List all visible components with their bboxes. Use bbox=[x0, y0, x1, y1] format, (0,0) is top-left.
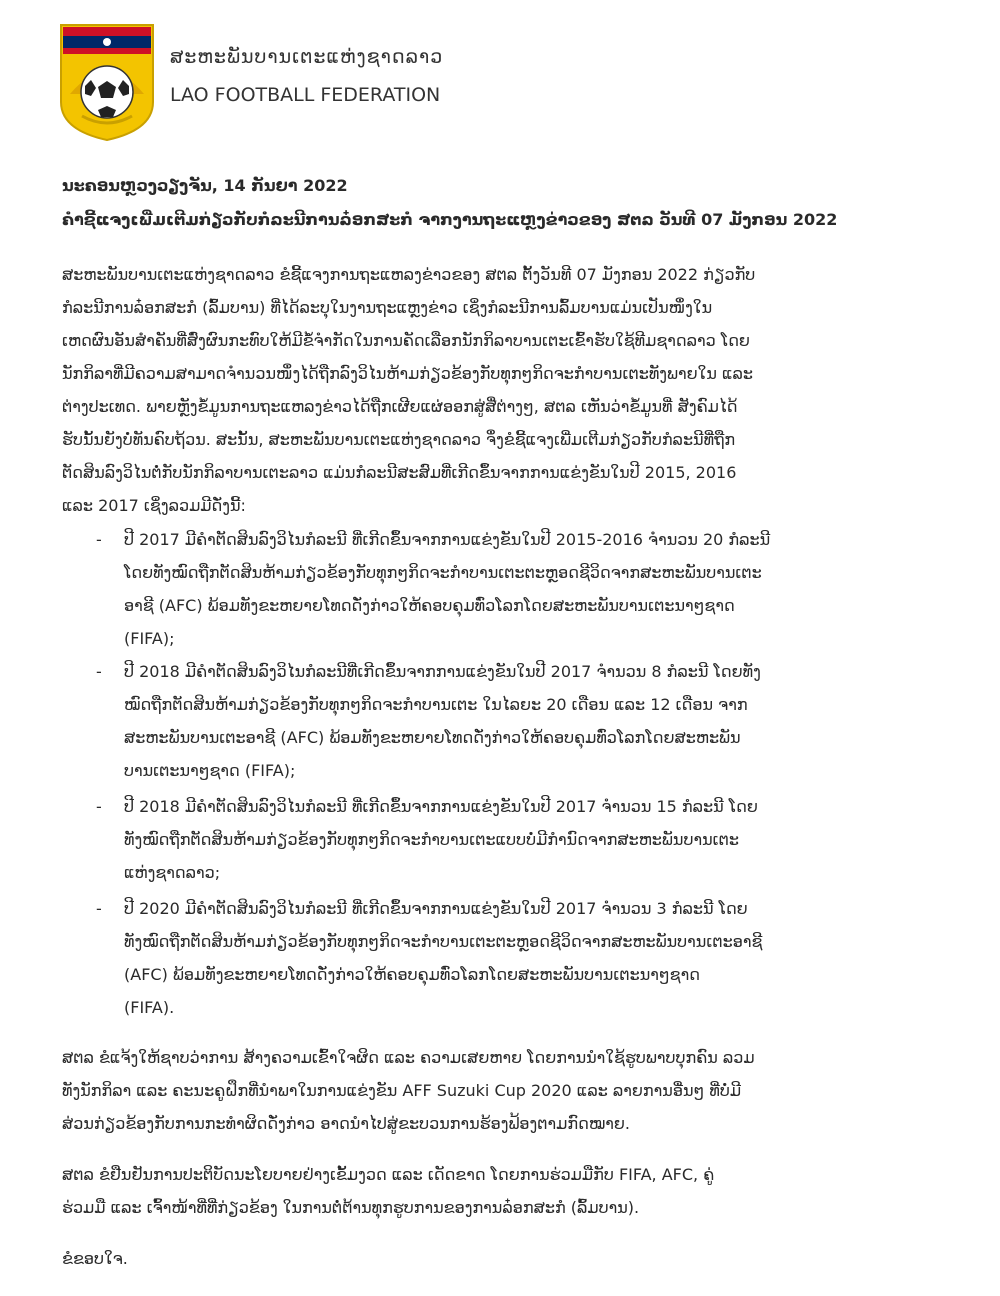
dateline: ນະຄອນຫຼວງວຽງຈັນ, 14 ກັນຍາ 2022 bbox=[62, 176, 348, 195]
bullet-line: ທັງໝົດຖືກຕັດສິນຫ້າມກ່ຽວຂ້ອງກັບທຸກໆກິດຈະກຳບານເຕະແບບບໍ່ມີກຳນົດຈາກສະຫະພັນບານເຕະ bbox=[124, 830, 739, 849]
bullet-line: ປີ 2018 ມີຄຳຕັດສິນລົງວິໄນກໍລະນີທີ່ເກີດຂຶ້ນຈາກການແຂ່ງຂັນໃນປີ 2017 ຈຳນວນ 8 ກໍລະນີ ໂດຍທັງ bbox=[124, 662, 761, 681]
intro-line: ແລະ 2017 ເຊິ່ງລວມມີດັ່ງນີ້: bbox=[62, 496, 246, 515]
bullet-line: (FIFA); bbox=[124, 629, 175, 648]
bullet-line: ປີ 2018 ມີຄຳຕັດສິນລົງວິໄນກໍລະນີ ທີ່ເກີດຂຶ້ນຈາກການແຂ່ງຂັນໃນປີ 2017 ຈຳນວນ 15 ກໍລະນີ ໂດຍ bbox=[124, 797, 758, 816]
bullet-line: ໝົດຖືກຕັດສິນຫ້າມກ່ຽວຂ້ອງກັບທຸກໆກິດຈະກຳບານເຕະ ໃນໄລຍະ 20 ເດືອນ ແລະ 12 ເດືອນ ຈາກ bbox=[124, 695, 748, 714]
bullet-line: ບານເຕະນາໆຊາດ (FIFA); bbox=[124, 761, 296, 780]
bullet-marker: - bbox=[96, 530, 102, 549]
bullet-line: (FIFA). bbox=[124, 998, 175, 1017]
bullet-line: ສະຫະພັນບານເຕະອາຊີ (AFC) ພ້ອມທັງຂະຫຍາຍໂທດດັ່ງກ່າວໃຫ້ຄອບຄຸມທົ່ວໂລກໂດຍສະຫະພັນ bbox=[124, 728, 741, 747]
intro-line: ຮັບນັ້ນຍັງບໍ່ທັນຄົບຖ້ວນ. ສະນັ້ນ, ສະຫະພັນບານເຕະແຫ່ງຊາດລາວ ຈຶ່ງຂໍຊີ້ແຈງເພີ່ມເຕີມກ່ຽວກັບກໍລະນີທີ່ຖືກ bbox=[62, 430, 736, 449]
bullet-line: ແຫ່ງຊາດລາວ; bbox=[124, 863, 221, 882]
intro-line: ສະຫະພັນບານເຕະແຫ່ງຊາດລາວ ຂໍຊີ້ແຈງການຖະແຫລງຂ່າວຂອງ ສຕລ ຕັ້ງວັນທີ 07 ມັງກອນ 2022 ກ່ຽວກັບ bbox=[62, 265, 756, 284]
bullet-marker: - bbox=[96, 662, 102, 681]
intro-line: ເຫດຜົນອັນສຳຄັນທີ່ສົ່ງຜົນກະທົບໃຫ້ມີຂໍ້ຈຳກັດໃນການຄັດເລືອກນັກກິລາບານເຕະເຂົ້າຮັບໃຊ້ທີມຊາດລາວ ໂດຍ bbox=[62, 331, 750, 350]
lao-football-federation-logo bbox=[58, 22, 156, 142]
paragraph-2-line: ທັງນັກກິລາ ແລະ ຄະນະຄູຝຶກທີ່ນຳພາໃນການແຂ່ງຂັນ AFF Suzuki Cup 2020 ແລະ ລາຍການອື່ນໆ ທີ່ບໍ່ມີ bbox=[62, 1081, 742, 1100]
intro-line: ຕັດສິນລົງວິໄນຕໍ່ກັບນັກກິລາບານເຕະລາວ ແມ່ນກໍລະນີສະສົມທີ່ເກີດຂຶ້ນຈາກການແຂ່ງຂັນໃນປີ 2015, 2016 bbox=[62, 463, 737, 482]
intro-line: ກໍລະນີການລ໋ອກສະກໍ (ລົ້ມບານ) ທີ່ໄດ້ລະບຸໃນງານຖະແຫຼງຂ່າວ ເຊິ່ງກໍລະນີການລົ້ມບານແມ່ນເປັນໜຶ່ງໃນ bbox=[62, 298, 713, 317]
bullet-line: ອາຊີ (AFC) ພ້ອມທັງຂະຫຍາຍໂທດດັ່ງກ່າວໃຫ້ຄອບຄຸມທົ່ວໂລກໂດຍສະຫະພັນບານເຕະນາໆຊາດ bbox=[124, 596, 735, 615]
org-name-en: LAO FOOTBALL FEDERATION bbox=[170, 84, 441, 106]
paragraph-2-line: ສ່ວນກ່ຽວຂ້ອງກັບການກະທຳຜິດດັ່ງກ່າວ ອາດນຳໄປສູ່ຂະບວນການຮ້ອງຟ້ອງຕາມກົດໝາຍ. bbox=[62, 1114, 630, 1133]
paragraph-2-line: ສຕລ ຂໍແຈ້ງໃຫ້ຊາບວ່າການ ສ້າງຄວາມເຂົ້າໃຈຜິດ ແລະ ຄວາມເສຍຫາຍ ໂດຍການນຳໃຊ້ຮູບພາບບຸກຄົນ ລວມ bbox=[62, 1048, 755, 1067]
paragraph-3-line: ສຕລ ຂໍຢືນຢັນການປະຕິບັດນະໂຍບາຍຢ່າງເຂັ້ມງວດ ແລະ ເດັດຂາດ ໂດຍການຮ່ວມມືກັບ FIFA, AFC, ຄູ່ bbox=[62, 1165, 715, 1184]
intro-line: ນັກກິລາທີ່ມີຄວາມສາມາດຈຳນວນໜຶ່ງໄດ້ຖືກລົງວິໄນຫ້າມກ່ຽວຂ້ອງກັບທຸກໆກິດຈະກຳບານເຕະທັງພາຍໃນ ແລະ bbox=[62, 364, 754, 383]
closing: ຂໍຂອບໃຈ. bbox=[62, 1249, 128, 1268]
subject-line: ຄຳຊີ້ແຈງເພີ່ມເຕີມກ່ຽວກັບກໍລະນີການລ໋ອກສະກໍ ຈາກງານຖະແຫຼງຂ່າວຂອງ ສຕລ ວັນທີ 07 ມັງກອນ 2022 bbox=[62, 210, 838, 229]
bullet-marker: - bbox=[96, 797, 102, 816]
org-name-lao: ສະຫະພັນບານເຕະແຫ່ງຊາດລາວ bbox=[170, 46, 444, 68]
bullet-line: ໂດຍທັງໝົດຖືກຕັດສິນຫ້າມກ່ຽວຂ້ອງກັບທຸກໆກິດຈະກຳບານເຕະຕະຫຼອດຊີວິດຈາກສະຫະພັນບານເຕະ bbox=[124, 563, 762, 582]
bullet-line: ທັງໝົດຖືກຕັດສິນຫ້າມກ່ຽວຂ້ອງກັບທຸກໆກິດຈະກຳບານເຕະຕະຫຼອດຊີວິດຈາກສະຫະພັນບານເຕະອາຊີ bbox=[124, 932, 763, 951]
bullet-marker: - bbox=[96, 899, 102, 918]
bullet-line: ປີ 2017 ມີຄຳຕັດສິນລົງວິໄນກໍລະນີ ທີ່ເກີດຂຶ້ນຈາກການແຂ່ງຂັນໃນປີ 2015-2016 ຈຳນວນ 20 ກໍລະນີ bbox=[124, 530, 771, 549]
paragraph-3-line: ຮ່ວມມື ແລະ ເຈົ້າໜ້າທີ່ທີ່ກ່ຽວຂ້ອງ ໃນການຕໍ່ຕ້ານທຸກຮູບການຂອງການລ໋ອກສະກໍ (ລົ້ມບານ). bbox=[62, 1198, 640, 1217]
bullet-line: (AFC) ພ້ອມທັງຂະຫຍາຍໂທດດັ່ງກ່າວໃຫ້ຄອບຄຸມທົ່ວໂລກໂດຍສະຫະພັນບານເຕະນາໆຊາດ bbox=[124, 965, 700, 984]
intro-line: ຕ່າງປະເທດ. ພາຍຫຼັງຂໍ້ມູນການຖະແຫລງຂ່າວໄດ້ຖືກເຜີຍແຜ່ອອກສູ່ສື່ຕ່າງໆ, ສຕລ ເຫັນວ່າຂໍ້ມູນທີ່ ສັງຄົມໄດ້ bbox=[62, 397, 738, 416]
bullet-line: ປີ 2020 ມີຄຳຕັດສິນລົງວິໄນກໍລະນີ ທີ່ເກີດຂຶ້ນຈາກການແຂ່ງຂັນໃນປີ 2017 ຈຳນວນ 3 ກໍລະນີ ໂດຍ bbox=[124, 899, 748, 918]
